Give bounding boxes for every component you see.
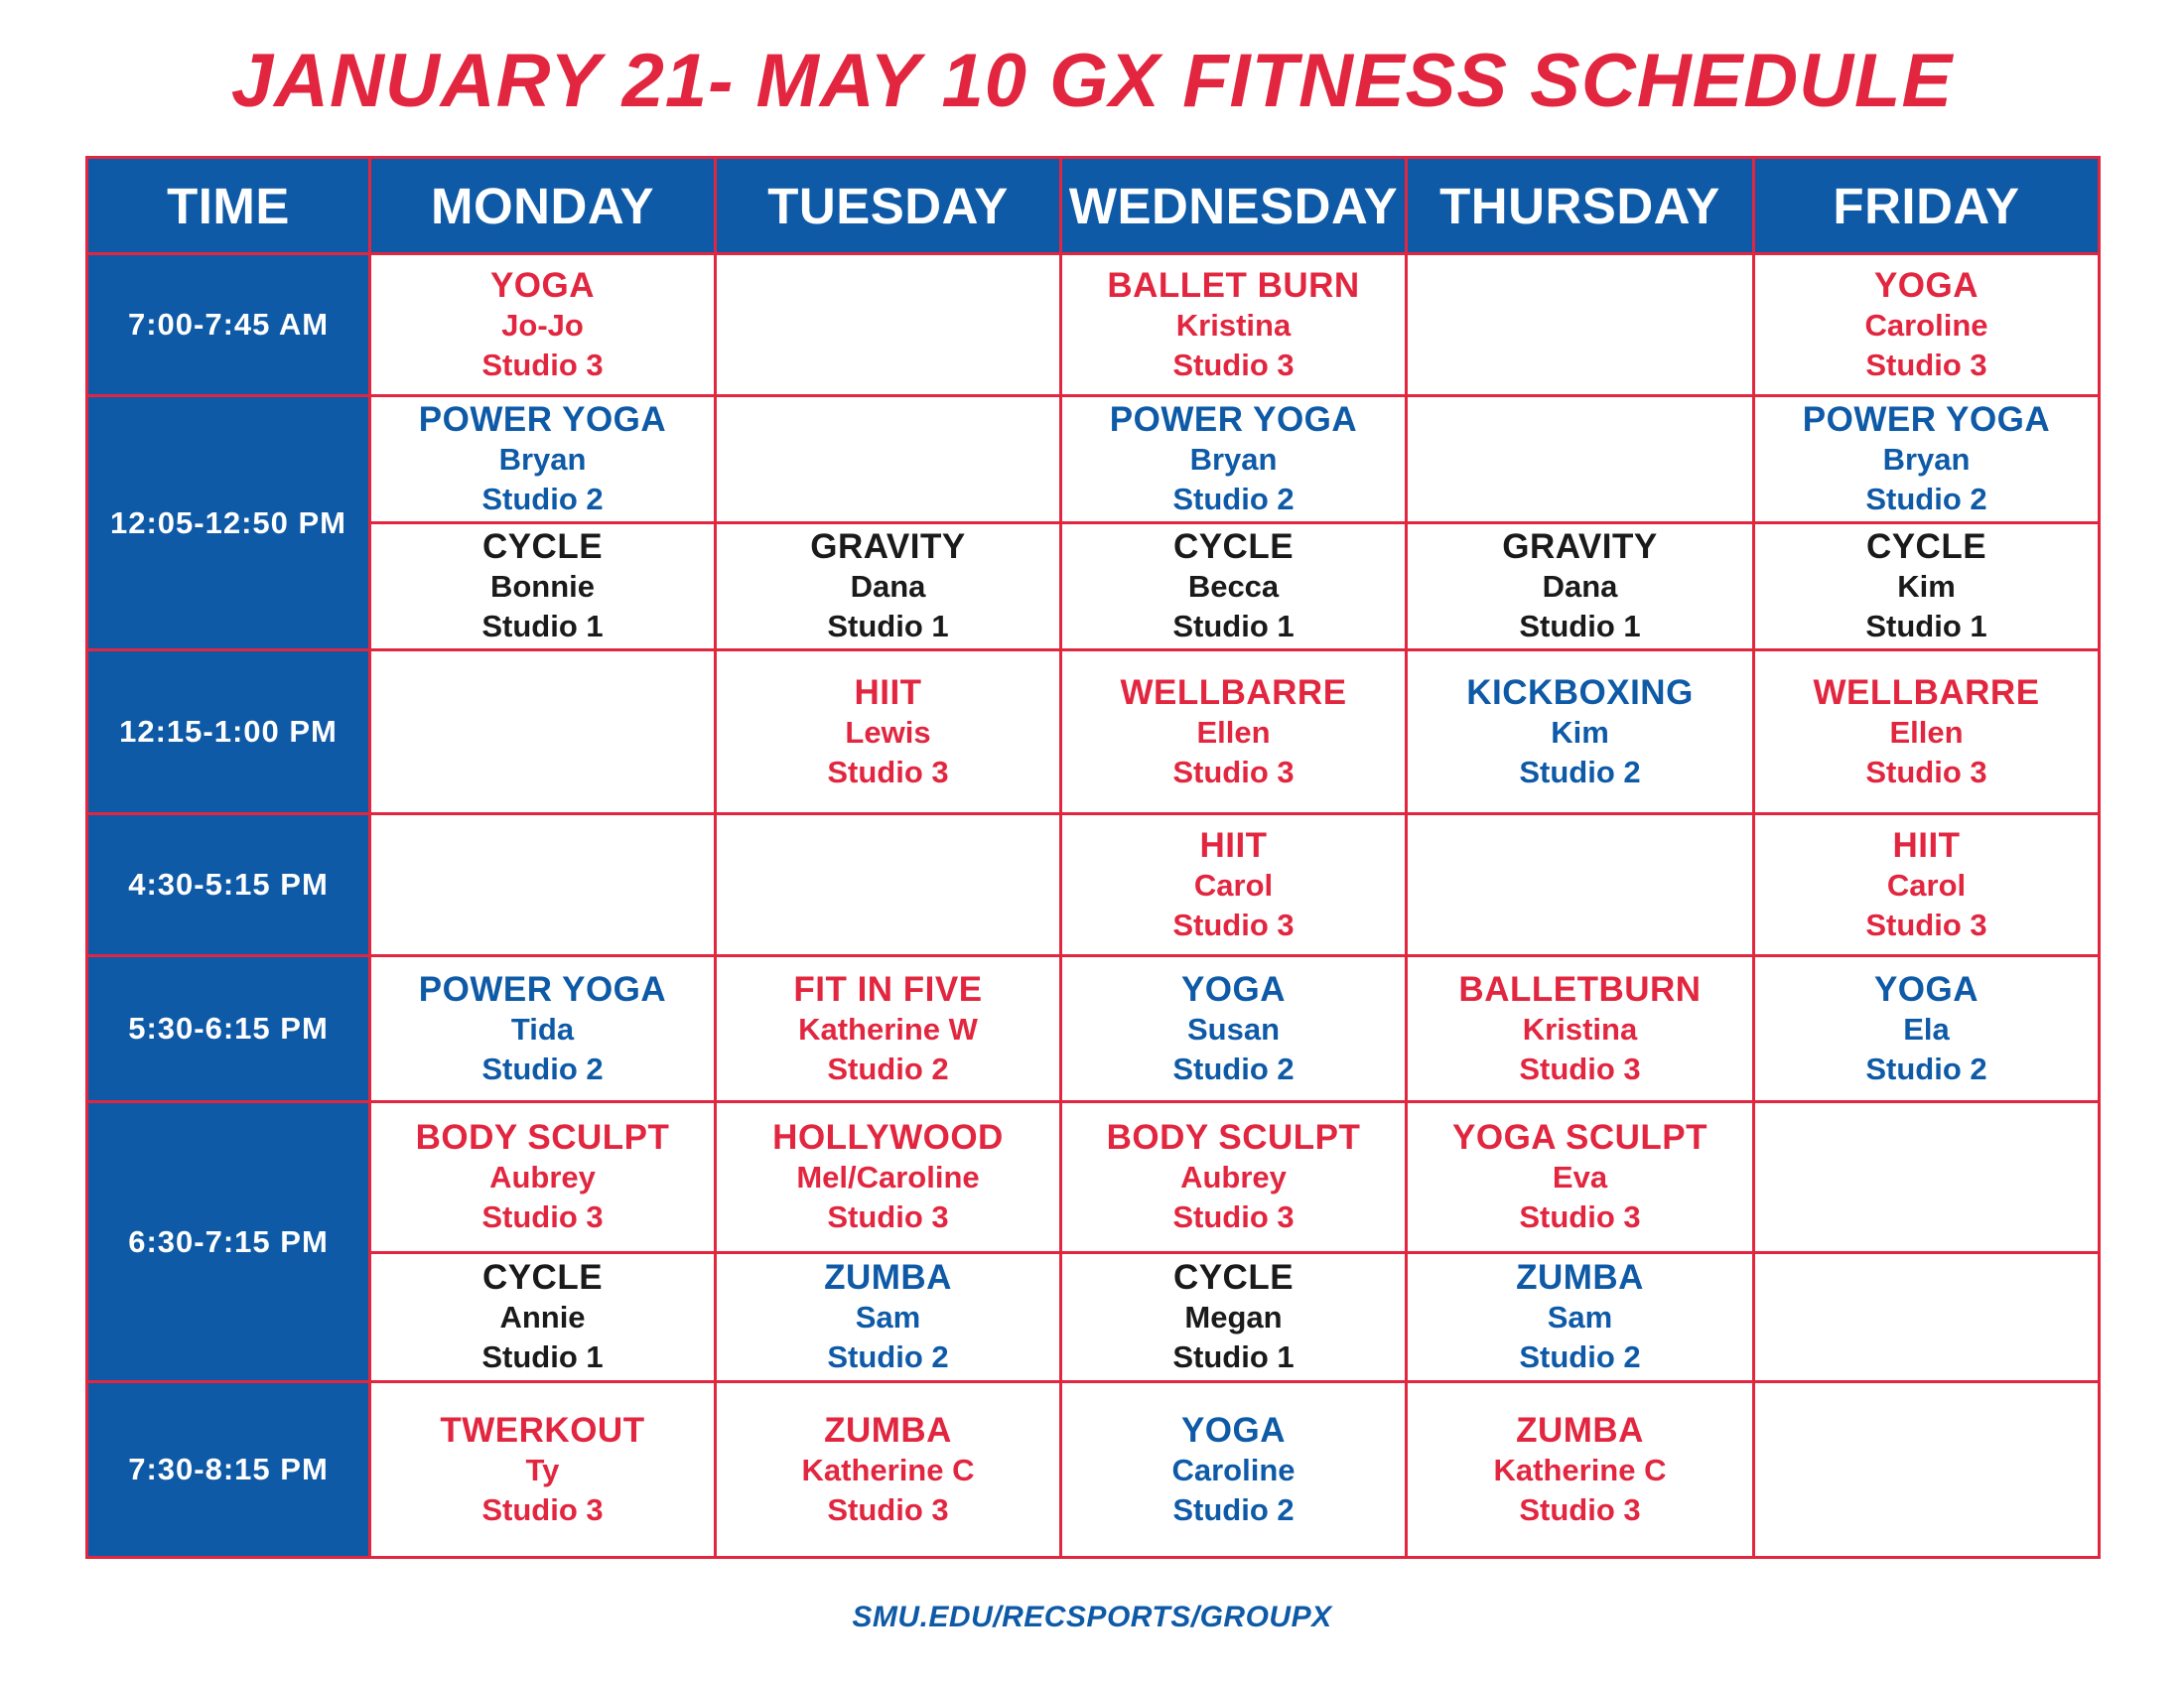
instructor: Caroline — [1864, 307, 1988, 343]
class-cell-wednesday — [1061, 1102, 1407, 1253]
class-cell-friday — [1754, 650, 2100, 814]
time-slot-label: 12:15-1:00 PM — [87, 650, 370, 814]
class-cell-friday — [1754, 1253, 2100, 1382]
studio: Studio 2 — [1865, 482, 1987, 516]
instructor: Carol — [1886, 867, 1967, 903]
instructor: Kim — [1897, 569, 1956, 604]
class-name: CYCLE — [481, 527, 604, 566]
instructor: Tida — [510, 1011, 575, 1047]
class-cell-thursday — [1407, 254, 1754, 396]
class-cell-monday — [370, 1253, 716, 1382]
class-name: POWER YOGA — [1109, 400, 1358, 439]
class-cell-tuesday — [716, 956, 1061, 1102]
studio: Studio 1 — [827, 609, 949, 643]
instructor: Aubrey — [1180, 1160, 1287, 1195]
class-name: YOGA — [1873, 265, 1979, 305]
column-header-friday: FRIDAY — [1754, 158, 2100, 254]
column-header-tuesday: TUESDAY — [716, 158, 1061, 254]
class-cell-thursday — [1407, 523, 1754, 650]
class-name: BALLET BURN — [1107, 265, 1360, 305]
column-header-time: TIME — [87, 158, 370, 254]
class-name: POWER YOGA — [418, 400, 667, 439]
studio: Studio 1 — [1172, 1339, 1295, 1374]
studio: Studio 3 — [1865, 907, 1987, 942]
schedule-row — [87, 1102, 2100, 1253]
class-name: YOGA — [1873, 969, 1979, 1009]
class-cell-monday — [370, 396, 716, 523]
class-cell-tuesday — [716, 1102, 1061, 1253]
class-name: ZUMBA — [824, 1258, 952, 1297]
studio: Studio 2 — [1172, 1491, 1295, 1527]
class-name: CYCLE — [1172, 527, 1295, 566]
class-name: GRAVITY — [1502, 527, 1658, 566]
studio: Studio 3 — [481, 347, 604, 382]
studio: Studio 3 — [827, 1199, 949, 1234]
instructor: Bryan — [1882, 442, 1971, 477]
instructor: Bryan — [1189, 442, 1278, 477]
studio: Studio 3 — [1865, 754, 1987, 789]
class-cell-thursday — [1407, 814, 1754, 956]
class-cell-friday — [1754, 956, 2100, 1102]
studio: Studio 3 — [827, 754, 949, 789]
class-cell-thursday — [1407, 650, 1754, 814]
class-name: CYCLE — [1865, 527, 1987, 566]
class-cell-thursday — [1407, 1382, 1754, 1558]
instructor: Lewis — [845, 714, 931, 750]
instructor: Becca — [1187, 569, 1280, 604]
time-slot-label: 7:00-7:45 AM — [87, 254, 370, 396]
studio: Studio 2 — [827, 1051, 949, 1086]
instructor: Katherine C — [1493, 1452, 1667, 1487]
class-cell-tuesday — [716, 396, 1061, 523]
class-cell-friday — [1754, 1382, 2100, 1558]
studio: Studio 3 — [1865, 347, 1987, 382]
schedule-body — [87, 254, 2100, 1558]
column-header-wednesday: WEDNESDAY — [1061, 158, 1407, 254]
class-name: FIT IN FIVE — [793, 969, 983, 1009]
class-cell-friday — [1754, 814, 2100, 956]
class-cell-wednesday — [1061, 1382, 1407, 1558]
instructor: Sam — [1547, 1300, 1613, 1335]
class-cell-thursday — [1407, 1102, 1754, 1253]
class-name: WELLBARRE — [1813, 672, 2040, 712]
studio: Studio 2 — [1519, 754, 1641, 789]
studio: Studio 3 — [1172, 1199, 1295, 1234]
class-name: CYCLE — [1172, 1258, 1295, 1297]
class-cell-monday — [370, 1382, 716, 1558]
class-cell-monday — [370, 814, 716, 956]
studio: Studio 2 — [827, 1339, 949, 1374]
studio: Studio 3 — [1172, 754, 1295, 789]
class-name: KICKBOXING — [1466, 672, 1694, 712]
studio: Studio 1 — [1519, 609, 1641, 643]
studio: Studio 2 — [1519, 1339, 1641, 1374]
class-name: ZUMBA — [1516, 1410, 1644, 1450]
instructor: Megan — [1184, 1300, 1283, 1335]
instructor: Kim — [1551, 714, 1609, 750]
class-cell-tuesday — [716, 1382, 1061, 1558]
class-name: YOGA — [1180, 1410, 1287, 1450]
schedule-row — [87, 1382, 2100, 1558]
schedule-row — [87, 254, 2100, 396]
class-name: ZUMBA — [824, 1410, 952, 1450]
class-cell-friday — [1754, 523, 2100, 650]
class-name: BODY SCULPT — [415, 1118, 670, 1157]
studio: Studio 3 — [1519, 1491, 1641, 1527]
class-cell-tuesday — [716, 650, 1061, 814]
instructor: Mel/Caroline — [796, 1160, 980, 1195]
class-cell-monday — [370, 523, 716, 650]
studio: Studio 3 — [1172, 907, 1295, 942]
instructor: Ellen — [1196, 714, 1271, 750]
time-slot-label: 5:30-6:15 PM — [87, 956, 370, 1102]
studio: Studio 1 — [1865, 609, 1987, 643]
instructor: Bonnie — [489, 569, 596, 604]
instructor: Ellen — [1889, 714, 1964, 750]
studio: Studio 3 — [1519, 1199, 1641, 1234]
instructor: Carol — [1193, 867, 1274, 903]
instructor: Caroline — [1171, 1452, 1296, 1487]
schedule-row — [87, 1253, 2100, 1382]
footer-url: SMU.EDU/RECSPORTS/GROUPX — [852, 1601, 1332, 1633]
schedule-row — [87, 956, 2100, 1102]
class-cell-friday — [1754, 254, 2100, 396]
time-slot-label: 6:30-7:15 PM — [87, 1102, 370, 1382]
class-cell-friday — [1754, 396, 2100, 523]
time-slot-label: 12:05-12:50 PM — [87, 396, 370, 650]
class-name: HIIT — [1892, 825, 1961, 865]
instructor: Katherine W — [798, 1011, 978, 1047]
instructor: Kristina — [1175, 307, 1292, 343]
class-cell-wednesday — [1061, 956, 1407, 1102]
instructor: Dana — [850, 569, 926, 604]
class-cell-tuesday — [716, 1253, 1061, 1382]
column-header-thursday: THURSDAY — [1407, 158, 1754, 254]
schedule-table — [85, 156, 2101, 1559]
schedule-row — [87, 396, 2100, 523]
class-name: WELLBARRE — [1120, 672, 1347, 712]
class-name: YOGA SCULPT — [1452, 1118, 1707, 1157]
studio: Studio 2 — [1172, 1051, 1295, 1086]
instructor: Bryan — [498, 442, 587, 477]
instructor: Ela — [1903, 1011, 1950, 1047]
class-cell-thursday — [1407, 956, 1754, 1102]
class-cell-tuesday — [716, 254, 1061, 396]
class-cell-monday — [370, 254, 716, 396]
class-cell-wednesday — [1061, 650, 1407, 814]
class-name: BALLETBURN — [1458, 969, 1702, 1009]
class-cell-thursday — [1407, 1253, 1754, 1382]
studio: Studio 3 — [481, 1491, 604, 1527]
studio: Studio 2 — [481, 482, 604, 516]
class-cell-tuesday — [716, 814, 1061, 956]
instructor: Sam — [855, 1300, 921, 1335]
instructor: Ty — [525, 1452, 560, 1487]
class-cell-wednesday — [1061, 1253, 1407, 1382]
class-cell-wednesday — [1061, 254, 1407, 396]
instructor: Katherine C — [801, 1452, 975, 1487]
class-name: HOLLYWOOD — [772, 1118, 1004, 1157]
class-name: ZUMBA — [1516, 1258, 1644, 1297]
instructor: Annie — [499, 1300, 586, 1335]
studio: Studio 3 — [481, 1199, 604, 1234]
studio: Studio 3 — [827, 1491, 949, 1527]
class-cell-tuesday — [716, 523, 1061, 650]
schedule-row — [87, 650, 2100, 814]
class-name: HIIT — [854, 672, 922, 712]
class-name: GRAVITY — [810, 527, 966, 566]
class-cell-monday — [370, 956, 716, 1102]
class-cell-friday — [1754, 1102, 2100, 1253]
instructor: Jo-Jo — [501, 307, 584, 343]
schedule-row — [87, 523, 2100, 650]
class-name: YOGA — [1180, 969, 1287, 1009]
class-name: POWER YOGA — [1802, 400, 2051, 439]
class-cell-wednesday — [1061, 523, 1407, 650]
schedule-row — [87, 814, 2100, 956]
instructor: Eva — [1552, 1160, 1608, 1195]
class-name: YOGA — [489, 265, 596, 305]
studio: Studio 2 — [1172, 482, 1295, 516]
class-name: TWERKOUT — [440, 1410, 645, 1450]
studio: Studio 2 — [481, 1051, 604, 1086]
class-cell-wednesday — [1061, 814, 1407, 956]
header-row — [87, 158, 2100, 254]
instructor: Aubrey — [489, 1160, 596, 1195]
class-cell-monday — [370, 1102, 716, 1253]
class-cell-wednesday — [1061, 396, 1407, 523]
class-name: CYCLE — [481, 1258, 604, 1297]
class-name: HIIT — [1199, 825, 1268, 865]
column-header-monday: MONDAY — [370, 158, 716, 254]
studio: Studio 2 — [1865, 1051, 1987, 1086]
class-name: BODY SCULPT — [1106, 1118, 1361, 1157]
class-cell-thursday — [1407, 396, 1754, 523]
studio: Studio 1 — [481, 1339, 604, 1374]
class-cell-monday — [370, 650, 716, 814]
time-slot-label: 7:30-8:15 PM — [87, 1382, 370, 1558]
studio: Studio 3 — [1172, 347, 1295, 382]
studio: Studio 1 — [481, 609, 604, 643]
time-slot-label: 4:30-5:15 PM — [87, 814, 370, 956]
instructor: Susan — [1186, 1011, 1281, 1047]
class-name: POWER YOGA — [418, 969, 667, 1009]
studio: Studio 1 — [1172, 609, 1295, 643]
instructor: Dana — [1542, 569, 1618, 604]
instructor: Kristina — [1522, 1011, 1638, 1047]
studio: Studio 3 — [1519, 1051, 1641, 1086]
page-title: JANUARY 21- MAY 10 GX FITNESS SCHEDULE — [230, 39, 1954, 123]
